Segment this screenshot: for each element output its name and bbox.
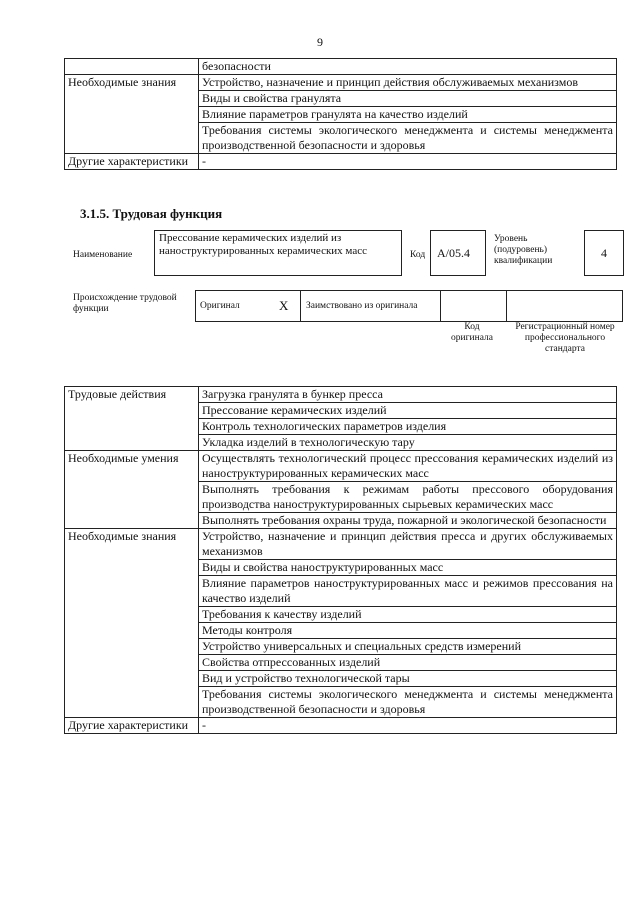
knowledge-item: Устройство, назначение и принцип действия обслуживаемых механизмов — [199, 75, 617, 91]
knowledge-item: Методы контроля — [199, 623, 617, 639]
table-row — [65, 59, 617, 75]
empty-cell — [65, 59, 199, 75]
level-label: Уровень (подуровень) квалификации — [494, 234, 553, 266]
knowledge-item: Устройство, назначение и принцип действия пресса и других обслуживаемых механизмов — [199, 529, 617, 560]
knowledge-item: Устройство универсальных и специальных средств измерений — [199, 639, 617, 655]
action-item: Прессование керамических изделий — [199, 403, 617, 419]
original-label: Оригинал — [200, 301, 240, 311]
knowledge-item: Требования к качеству изделий — [199, 607, 617, 623]
knowledge-item: Влияние параметров гранулята на качество изделий — [199, 107, 617, 123]
knowledge-item: Требования системы экологического менеджмента и системы менеджмента производственной безопасности и здоровья — [199, 123, 617, 154]
knowledge-item: Свойства отпрессованных изделий — [199, 655, 617, 671]
continuation-cell: безопасности — [199, 59, 617, 75]
origin-label: Происхождение трудовой функции — [73, 293, 177, 314]
labor-function-table — [64, 386, 617, 734]
actions-label: Трудовые действия — [65, 387, 199, 451]
other-value: - — [199, 154, 617, 170]
table-row — [65, 451, 617, 482]
knowledge-item: Влияние параметров наноструктурированных масс и режимов прессования на качество изделий — [199, 576, 617, 607]
action-item: Укладка изделий в технологическую тару — [199, 435, 617, 451]
action-item: Контроль технологических параметров изделия — [199, 419, 617, 435]
code-box — [430, 230, 486, 276]
reg-number-caption: Регистрационный номер профессионального стандарта — [515, 322, 615, 354]
skills-label: Необходимые умения — [65, 451, 199, 529]
name-value: Прессование керамических изделий из наноструктурированных керамических масс — [159, 232, 367, 257]
origin-divider — [506, 290, 507, 321]
table-row — [65, 387, 617, 403]
code-value: A/05.4 — [437, 246, 470, 260]
name-box — [154, 230, 402, 276]
code-original-caption: Код оригинала — [451, 322, 493, 343]
table-row — [65, 529, 617, 560]
skill-item: Осуществлять технологический процесс прессования керамических изделий из наноструктурированных керамических масс — [199, 451, 617, 482]
table-row — [65, 75, 617, 91]
name-label: Наименование — [73, 250, 133, 260]
continued-knowledge-table — [64, 58, 617, 170]
borrowed-label: Заимствовано из оригинала — [306, 301, 418, 311]
level-box — [584, 230, 624, 276]
level-value: 4 — [601, 246, 607, 260]
knowledge-label: Необходимые знания — [65, 75, 199, 154]
knowledge-item: Вид и устройство технологической тары — [199, 671, 617, 687]
page-number: 9 — [317, 35, 323, 49]
origin-divider — [440, 290, 441, 321]
origin-divider — [300, 290, 301, 321]
action-item: Загрузка гранулята в бункер пресса — [199, 387, 617, 403]
skill-item: Выполнять требования к режимам работы прессового оборудования производства наноструктурированных сырьевых керамических масс — [199, 482, 617, 513]
knowledge-item: Виды и свойства наноструктурированных масс — [199, 560, 617, 576]
other-label: Другие характеристики — [65, 154, 199, 170]
knowledge-item: Виды и свойства гранулята — [199, 91, 617, 107]
knowledge-item: Требования системы экологического менеджмента и системы менеджмента производственной безопасности и здоровья — [199, 687, 617, 718]
skill-item: Выполнять требования охраны труда, пожарной и экологической безопасности — [199, 513, 617, 529]
original-mark: X — [279, 298, 289, 313]
section-title: 3.1.5. Трудовая функция — [80, 206, 223, 221]
other-label: Другие характеристики — [65, 718, 199, 734]
knowledge-label: Необходимые знания — [65, 529, 199, 718]
code-label: Код — [410, 250, 426, 260]
table-row — [65, 154, 617, 170]
table-row — [65, 718, 617, 734]
other-value: - — [199, 718, 617, 734]
